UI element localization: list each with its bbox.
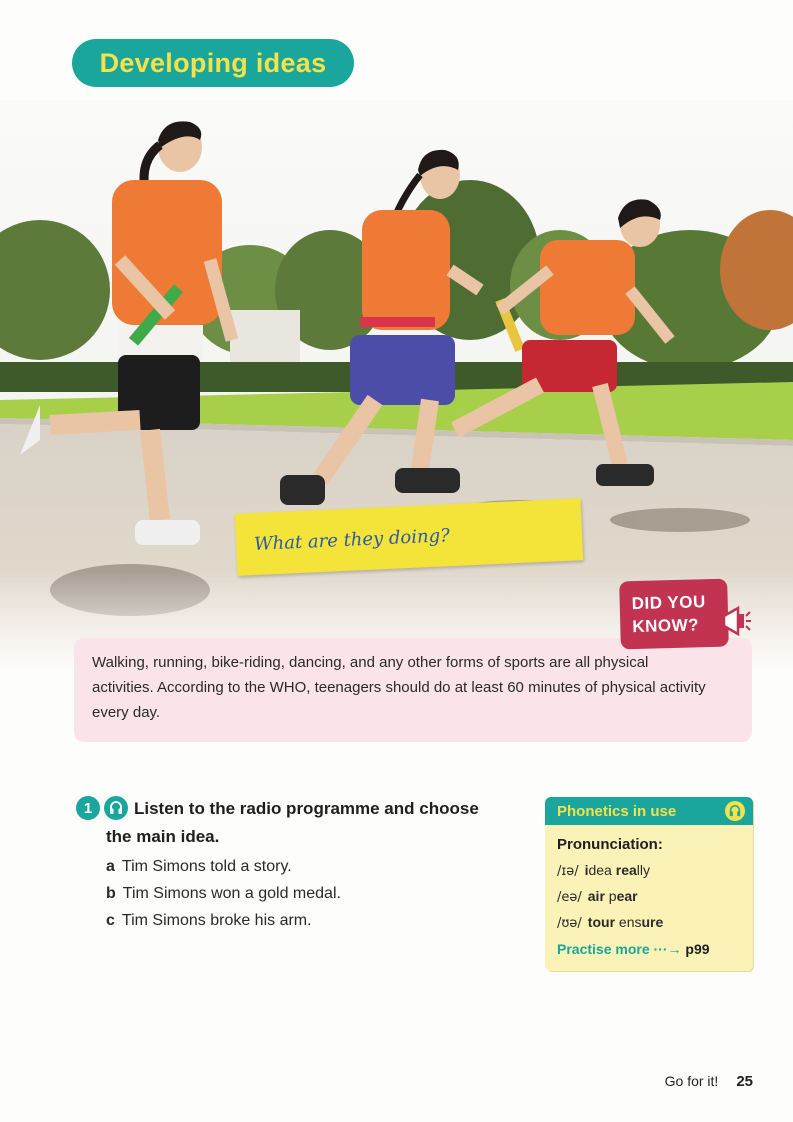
word-rest: lly <box>636 862 650 878</box>
word-stress: ure <box>641 914 664 930</box>
option-c[interactable] <box>106 907 516 934</box>
option-letter: a <box>106 858 115 875</box>
option-text: Tim Simons won a gold medal. <box>122 885 341 902</box>
ipa-symbol: /ʊə/ <box>557 916 582 931</box>
practise-more-link[interactable] <box>557 941 741 957</box>
word-stress: i <box>584 862 589 878</box>
phonetic-row-2 <box>557 884 741 910</box>
word-stress: air <box>587 888 605 904</box>
word-rest: dea <box>588 862 612 878</box>
phonetic-row-3 <box>557 910 741 936</box>
page-number: 25 <box>736 1073 753 1090</box>
word-stress: ear <box>616 888 638 904</box>
exercise-1 <box>76 795 516 934</box>
page-footer <box>665 1073 753 1090</box>
word-stress: ea <box>621 862 637 878</box>
exercise-number-badge <box>76 796 100 820</box>
word-rest: p <box>608 888 617 904</box>
exercise-number: 1 <box>83 799 93 817</box>
did-you-know-label-line2: KNOW? <box>632 615 700 637</box>
phonetic-row-1 <box>557 858 741 884</box>
photo-question-text: What are they doing? <box>253 524 451 555</box>
answer-options <box>106 853 516 934</box>
did-you-know-label-line1: DID YOU <box>631 592 706 614</box>
option-text: Tim Simons broke his arm. <box>121 912 312 929</box>
phonetics-title: Phonetics in use <box>557 802 677 820</box>
arrow-icon: ···→ <box>653 941 682 957</box>
exercise-instruction-line1: Listen to the radio programme and choose <box>134 799 479 818</box>
exercise-instruction-line2: the main idea. <box>106 827 220 846</box>
book-title: Go for it! <box>664 1073 719 1089</box>
did-you-know-box <box>74 638 752 742</box>
did-you-know-text: Walking, running, bike-riding, dancing, and any other forms of sports are all physical activities. According to the WHO, teenagers should do at least 60 minutes of physical activity every day. <box>92 654 706 721</box>
practise-more-label: Practise more <box>557 941 650 957</box>
headphones-icon[interactable] <box>104 796 128 820</box>
option-text: Tim Simons told a story. <box>121 858 292 875</box>
phonetics-box <box>545 797 753 971</box>
did-you-know-badge <box>619 579 729 650</box>
option-a[interactable] <box>106 853 516 880</box>
section-title-pill <box>72 39 354 87</box>
phonetics-header <box>545 797 753 825</box>
ipa-symbol: /ɪə/ <box>557 864 579 879</box>
word-stress: tour <box>587 914 616 930</box>
section-title: Developing ideas <box>99 47 327 78</box>
option-letter: c <box>106 912 115 929</box>
megaphone-icon <box>722 604 752 643</box>
word-rest: ens <box>618 914 642 930</box>
pronunciation-heading: Pronunciation: <box>557 836 663 853</box>
headphones-icon[interactable] <box>725 801 745 821</box>
practise-page-ref: p99 <box>685 941 710 957</box>
word-stress: r <box>615 862 622 878</box>
ipa-symbol: /eə/ <box>557 890 582 905</box>
option-letter: b <box>106 885 116 902</box>
option-b[interactable] <box>106 880 516 907</box>
